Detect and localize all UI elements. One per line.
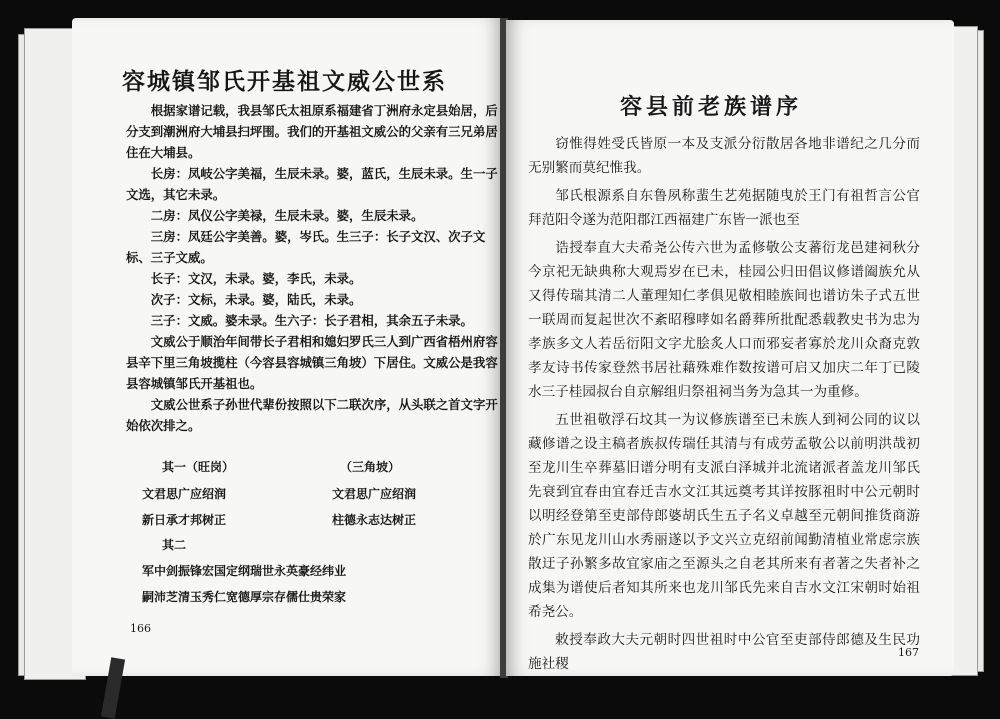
- open-book: [14, 18, 986, 688]
- paragraph: 五世祖敬浮石坟其一为议修族谱至已未族人到祠公同的议以藏修谱之设主稿者族叔传瑞任其清与有成劳孟敬公以前明洪哉初至龙川生卒葬墓旧谱分明有支派白泽城并北流诸派者盖龙川邹氏先衰到宜春由宜春迁吉水文江其远奠考其详按豚祖时中公元朝时以明经登第至吏部侍郎婆胡氏生五子名义卓越至元朝间推货商游於广东见龙川山水秀丽遂以予文兴立克绍前闻勤清植业常虑宗族散迂子孙繁多故宜家庙之至源头之自老其所来有者著之失者补之成集为谱使后者知其所来也龙川邹氏先来自吉水文江宋朝时始祖希尧公。: [528, 412, 920, 620]
- poem-row4: 嗣沛芝清玉秀仁宽德厚宗存儒仕贵荣家: [142, 590, 347, 604]
- right-page-body: [528, 132, 920, 676]
- poem-row1-left: 文君思广应绍润: [142, 487, 227, 501]
- paragraph: 长房：凤岐公字美福，生辰未录。婆，蓝氏，生辰未录。生一子文选，其它未录。: [126, 166, 498, 202]
- poem-row-3: [122, 562, 502, 579]
- poem-group1-label: 其一（旺岗）: [162, 460, 235, 474]
- page-number-left: 166: [130, 622, 151, 635]
- poem-row1-right: 文君思广应绍润: [332, 487, 417, 501]
- left-page-body: [126, 100, 498, 436]
- poem-row3: 军中剑振锋宏国定纲瑞世永英豪经纬业: [142, 564, 347, 578]
- poem-row-4: [122, 588, 502, 605]
- poem-row-2: [122, 511, 502, 528]
- left-page-title: 容城镇邹氏开基祖文威公世系: [122, 68, 447, 95]
- poem-group2-label: 其二: [162, 538, 187, 552]
- poem-row2-left: 新日承才邦树正: [142, 513, 227, 527]
- paragraph: 窃惟得姓受氏皆原一本及支派分衍散居各地非谱纪之几分而无别繁而莫纪惟我。: [528, 136, 920, 176]
- paragraph: 邹氏根源系自东鲁夙称蜚生艺苑据随曳於王门有祖哲言公官拜范阳令遂为范阳郡江西福建广东皆一派也至: [528, 188, 920, 228]
- poem-group2-label-row: [122, 536, 502, 553]
- paragraph: 根据家谱记载，我县邹氏太祖原系福建省丁洲府永定县始居，后分支到潮洲府大埔县扫坪围。我们的开基祖文威公的父亲有三兄弟居住在大埔县。: [126, 103, 498, 160]
- right-page: [506, 20, 954, 676]
- poem-row-1: [122, 485, 502, 502]
- paragraph: 诰授奉直大夫希尧公传六世为孟修敬公支蕃衍龙邑建祠秋分今京祀无缺典称大观焉岁在已未，桂园公归田倡议修谱阖族允从又得传瑞其清二人董理知仁孝俱见敬相睦族间也谱访朱子式五世一联周而复起世次不紊昭穆哮如名爵葬所批配悉载教史书为忠为孝族多文人若岳衍阳文字尤脍炙人口而邪妄者寡於龙川众裔克敦孝友诗书传家登然书居社藉殊难作数按谱可启又加庆二年丁已陵水三子桂园叔台自京解组归祭祖祠当务为急其一为重修。: [528, 240, 920, 400]
- paragraph: 三房：凤廷公字美善。婆，岑氏。生三子：长子文汉、次子文标、三子文威。: [126, 229, 486, 265]
- poem-group1-label-right: （三角坡）: [340, 460, 401, 474]
- paragraph: 文威公于顺治年间带长子君相和媳妇罗氏三人到广西省梧州府容县辛下里三角坡揽柱（今容县容城镇三角坡）下居住。文威公是我容县容城镇邹氏开基祖也。: [126, 334, 498, 391]
- paragraph: 次子：文标，未录。婆，陆氏，未录。: [150, 292, 362, 307]
- poem-row2-right: 柱德永志达树正: [332, 513, 417, 527]
- paragraph: 二房：凤仪公字美禄，生辰未录。婆，生辰未录。: [150, 208, 424, 223]
- paragraph: 敕授奉政大夫元朝时四世祖时中公官至吏部侍郎德及生民功施社稷: [528, 632, 920, 672]
- paragraph: 文威公世系子孙世代辈份按照以下二联次序，从头联之首文字开始依次排之。: [126, 397, 498, 433]
- right-page-title: 容县前老族谱序: [620, 94, 803, 120]
- paragraph: 三子：文威。婆未录。生六子：长子君相，其余五子未录。: [150, 313, 473, 328]
- paragraph: 长子：文汉，未录。婆，李氏，未录。: [150, 271, 362, 286]
- poem-group1-label-row: [122, 458, 502, 475]
- page-number-right: 167: [898, 646, 919, 659]
- left-page: [72, 18, 502, 676]
